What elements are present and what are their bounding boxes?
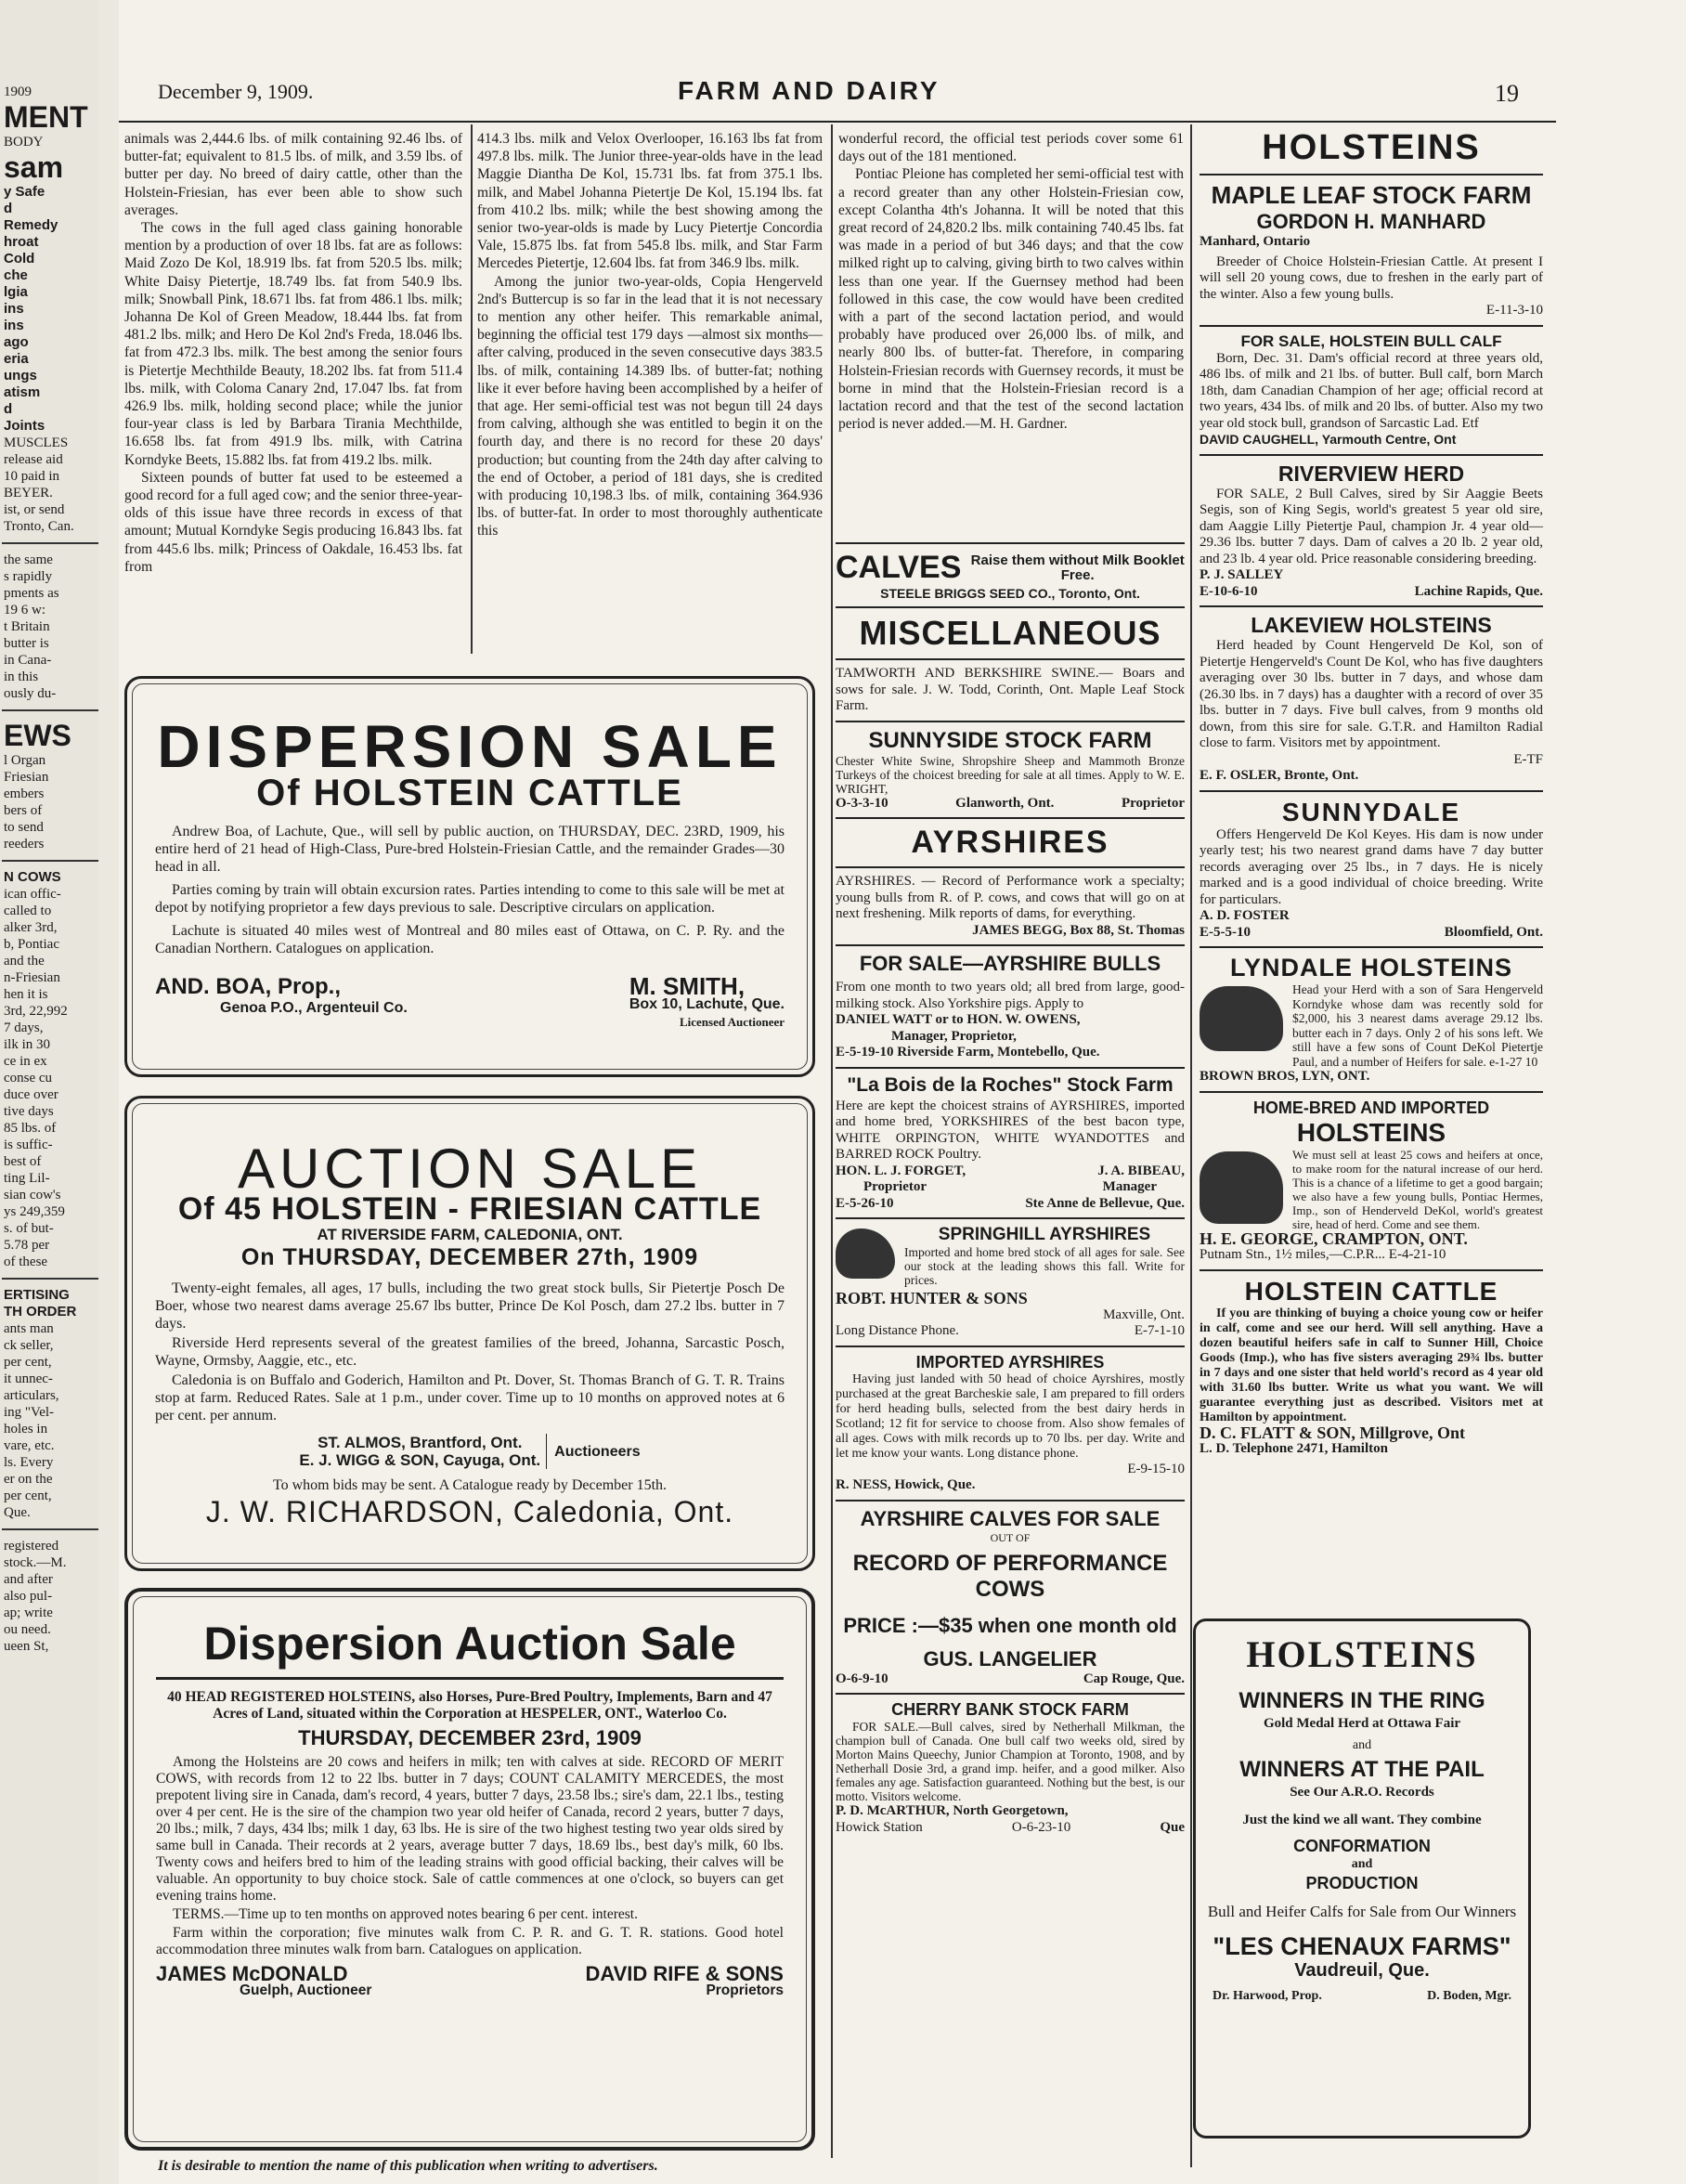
- dispersion-sale-ad: [124, 676, 815, 1077]
- ad-title: Dispersion Auction Sale: [156, 1616, 784, 1680]
- lyndale-body: Head your Herd with a son of Sara Hengerveld Korndyke whose dam was recently sold for $2,000, his 3 nearest dams average 29.12 lbs. butter each in 7 days. Only 2 of his sons left. We still have a few sons of Count DeKol Pietertje Paul, and a number of Heifers for sale. e-1-27 10: [1292, 982, 1543, 1069]
- cow-illustration-icon: [1200, 986, 1283, 1051]
- article-paragraph: wonderful record, the official test periods cover some 61 days out of the 181 mentioned.: [838, 131, 1184, 165]
- margin-fragment: ungs: [4, 368, 37, 384]
- bull-calf-heading: FOR SALE, HOLSTEIN BULL CALF: [1240, 332, 1502, 350]
- rule: [836, 606, 1185, 608]
- margin-fragment: ilk in 30: [4, 1037, 51, 1052]
- rule: [1200, 325, 1543, 327]
- rule: [836, 817, 1185, 819]
- margin-fragment: Que.: [4, 1505, 31, 1520]
- springhill-address: Maxville, Ont.: [1103, 1306, 1185, 1322]
- rule: [836, 721, 1185, 722]
- riverview-heading: RIVERVIEW HERD: [1277, 461, 1465, 486]
- rule: [836, 1500, 1185, 1502]
- ayrshire-bulls-heading: FOR SALE—AYRSHIRE BULLS: [859, 952, 1161, 975]
- maple-address: Manhard, Ontario: [1200, 234, 1311, 249]
- sale-location: AT RIVERSIDE FARM, CALEDONIA, ONT.: [317, 1226, 623, 1243]
- farm-name: "LES CHENAUX FARMS": [1213, 1932, 1511, 1960]
- margin-fragment: eria: [4, 351, 29, 367]
- springhill-sig: ROBT. HUNTER & SONS: [836, 1289, 1028, 1307]
- auction-sale-ad: [124, 1096, 815, 1571]
- article-paragraph: animals was 2,444.6 lbs. of milk containing 92.46 lbs. of butter-fat; equivalent to 81.5 lbs. of milk, and 3.59 lbs. of butter per day. No breed of dairy cattle, other than the Holstein-Friesian, has ever been able to show such averages.: [124, 131, 462, 218]
- lyndale-heading: LYNDALE HOLSTEINS: [1229, 954, 1513, 982]
- sale-date: On THURSDAY, DECEMBER 27th, 1909: [240, 1244, 699, 1270]
- tamworth-ad: TAMWORTH AND BERKSHIRE SWINE.— Boars and sows for sale. J. W. Todd, Corinth, Ont. Maple Leaf Stock Farm.: [836, 666, 1185, 713]
- farm-mgr: D. Boden, Mgr.: [1427, 1989, 1511, 2003]
- rule: [836, 658, 1185, 660]
- rule: [836, 542, 1185, 544]
- margin-fragment: d: [4, 201, 13, 216]
- margin-fragment: release aid: [4, 452, 63, 467]
- bois-sig-1: HON. L. J. FORGET,: [836, 1163, 966, 1178]
- calves-sale-sig: GUS. LANGELIER: [923, 1646, 1097, 1670]
- misc-heading: MISCELLANEOUS: [859, 614, 1161, 652]
- margin-fragment: 7 days,: [4, 1020, 44, 1035]
- ad-body: Parties coming by train will obtain excursion rates. Parties intending to come to this sale will be met at depot by notifying proprietor a few days previous to sale. Descriptive circulars on application.: [155, 882, 785, 916]
- article-paragraph: Sixteen pounds of butter fat used to be esteemed a good record for a full aged cow; and the senior three-year-olds of this issue have three records in excess of that amount; Mutual Korndyke Segis producing 16.843 lbs. fat from 445.6 lbs. milk; Princess of Oakdale, 16.453 lbs. fat from: [124, 469, 462, 575]
- calves-sale-price: PRICE :—$35 when one month old: [843, 1613, 1177, 1637]
- cow-illustration-icon: [1200, 1151, 1283, 1224]
- calves-sale-heading: AYRSHIRE CALVES FOR SALE: [860, 1506, 1161, 1530]
- lakeview-code: E-TF: [1513, 751, 1543, 767]
- column-rule: [1190, 124, 1192, 2167]
- bull-calf-sig: DAVID CAUGHELL, Yarmouth Centre, Ont: [1200, 432, 1457, 447]
- margin-fragment: also pul-: [4, 1589, 53, 1604]
- right-classifieds: [1200, 128, 1543, 1458]
- margin-fragment: ls. Every: [4, 1455, 54, 1470]
- article-paragraph: Among the junior two-year-olds, Copia Hengerveld 2nd's Buttercup is so far in the lead that it is not necessary to mention any other heifer. This remarkable animal, beginning the official test 179 days —almost six months—after calving, produced in the seven consecutive days 383.5 lbs. of milk, containing 14.389 lbs. of butter-fat; nothing like it ever before having been accomplished by a heifer of that age. Her semi-official test was not begun till 24 days from calving, although she was entitled to begin it on the fourth day, and there is no record for these 20 days' production; but counting from the 24th day after calving to the end of October, a period of 181 days, she is credited with producing 10,198.3 lbs. of milk, containing 364.936 lbs. of butter-fat. In order to most thoroughly authenticate this: [477, 273, 823, 540]
- margin-fragment: ago: [4, 334, 29, 350]
- article-column-3: [838, 130, 1184, 433]
- ad-title: DISPERSION SALE: [157, 713, 783, 780]
- page-header: [158, 76, 1550, 117]
- ad-body: Farm within the corporation; five minutes walk from C. P. R. and G. T. R. stations. Good hotel accommodation three minutes walk from barn. Catalogues on application.: [156, 1925, 784, 1957]
- bois-role-2: Manager: [1102, 1179, 1157, 1194]
- column-rule: [831, 124, 833, 2158]
- bois-code: E-5-26-10: [836, 1195, 894, 1211]
- margin-fragment: tive days: [4, 1104, 54, 1119]
- rule: [1200, 946, 1543, 948]
- margin-fragment: Friesian: [4, 770, 49, 785]
- margin-fragment: 19 6 w:: [4, 603, 45, 618]
- ad-body: Among the Holsteins are 20 cows and heifers in milk; ten with calves at side. RECORD OF MERIT COWS, with records from 12 to 22 lbs. butter in 7 days; COUNT CALAMITY MERCEDES, the most prepotent living sire in Canada, dam's record, 4 years, butter 7 days, 23.58 lbs.; sire's dam, 22.1 lbs., testing over 4 per cent. He is the sire of the champion two year old heifer of Canada, record 2 years, butter 7 days, 20 lbs.; milk, 7 days, 434 lbs; milk 1 day, 63 lbs. He is sire of the two highest testing two year olds sired by same bull in Canada. Their records at 2 years, average butter 7 days, 18.69 lbs., best day's milk, 60 lbs. Twenty cows and heifers bred to him of the leading strains with good official backing, their calves will be valuable. An opportunity to buy choice stock. Sale of cattle commences at one o'clock, so buyers can get evening trains home.: [156, 1754, 784, 1904]
- header-rule: [119, 121, 1556, 123]
- margin-fragment: in Cana-: [4, 653, 52, 668]
- cherry-body: FOR SALE.—Bull calves, sired by Netherhall Milkman, the champion bull of Canada. One bull calf two weeks old, sired by Morton Mains Queechy, Junior Champion at Toronto, 1908, and by Netherhall Dosie 3rd, a grand imp. heifer, and a good milker. Also females any age. Satisfaction guaranteed. Nothing but the best, is our motto. Visitors welcome.: [836, 1720, 1185, 1803]
- ayrshire-bulls-code: E-5-19-10 Riverside Farm, Montebello, Que.: [836, 1045, 1100, 1060]
- proprietor-name: AND. BOA, Prop.,: [155, 974, 342, 999]
- article-paragraph: 414.3 lbs. milk and Velox Overlooper, 16.163 lbs fat from 497.8 lbs. milk. The Junior three-year-olds have in the lead Maggie Diantha De Kol, 15.731 lbs. fat from 375.1 lbs. milk, and Mabel Johanna Pietertje De Kol, 15.194 lbs. fat from 410.2 lbs. milk; while the best showing among the senior two-year-olds is made by Lucy Pietertje Concordia Vale, 15.875 lbs. fat from 545.8 lbs. milk, and Star Farm Mercedes Pietertje, 12.604 lbs. fat from 346.9 lbs. milk.: [477, 131, 823, 272]
- rule: [1200, 1091, 1543, 1093]
- margin-fragment: in this: [4, 670, 39, 684]
- ayrshires-sig: JAMES BEGG, Box 88, St. Thomas: [972, 922, 1185, 938]
- margin-fragment: ants man: [4, 1321, 54, 1336]
- lakeview-heading: LAKEVIEW HOLSTEINS: [1251, 613, 1492, 637]
- margin-fragment: l Organ: [4, 753, 46, 768]
- bois-heading: "La Bois de la Roches" Stock Farm: [847, 1073, 1174, 1096]
- margin-fragment: ins: [4, 318, 24, 333]
- margin-fragment: embers: [4, 786, 45, 801]
- ad-code: O-3-3-10: [836, 795, 888, 811]
- rule: [1200, 790, 1543, 792]
- bull-calf-body: Born, Dec. 31. Dam's official record at three years old, 486 lbs. of milk and 21 lbs. of butter. Bull calf, born March 18th, dam Canadian Champion of her age; official record at two years, 434 lbs. of milk and 20 lbs. of butter. Also my two year old stock bull, grandson of Sarcastic Lad. Etf: [1200, 350, 1543, 431]
- margin-fragment: [2, 860, 98, 862]
- margin-fragment: Cold: [4, 251, 35, 266]
- homebred-sig: H. E. GEORGE, CRAMPTON, ONT.: [1200, 1228, 1468, 1248]
- bois-sig-2: J. A. BIBEAU,: [1097, 1163, 1185, 1178]
- article-column-1: [124, 130, 462, 576]
- ad-body: Lachute is situated 40 miles west of Montreal and 80 miles east of Ottawa, on C. P. Ry. and the Canadian Northern. Catalogues on application.: [155, 923, 785, 956]
- margin-fragment: t Britain: [4, 619, 50, 634]
- margin-fragment: ERTISING: [4, 1287, 70, 1303]
- ayrshires-heading: AYRSHIRES: [911, 825, 1109, 860]
- margin-fragment: stock.—M.: [4, 1555, 67, 1570]
- margin-fragment: s rapidly: [4, 569, 53, 584]
- masthead-title: FARM AND DAIRY: [678, 76, 940, 105]
- ad-subtitle: Of HOLSTEIN CATTLE: [256, 773, 683, 813]
- issue-date: December 9, 1909.: [158, 80, 314, 103]
- ad-body: Andrew Boa, of Lachute, Que., will sell by public auction, on THURSDAY, DEC. 23RD, 1909, his entire herd of 21 head of High-Class, Pure-bred Holstein-Friesian Cattle, and the remainder Grades—30 head in all.: [155, 824, 785, 875]
- margin-fragment: the same: [4, 552, 53, 567]
- imported-heading: IMPORTED AYRSHIRES: [915, 1352, 1105, 1372]
- margin-fragment: conse cu: [4, 1071, 53, 1086]
- margin-fragment: butter is: [4, 636, 49, 651]
- margin-fragment: ing "Vel-: [4, 1405, 55, 1420]
- page-number: 19: [1495, 80, 1519, 107]
- dispersion-auction-ad: [124, 1588, 815, 2151]
- rule: [836, 1693, 1185, 1695]
- maple-body: Breeder of Choice Holstein-Friesian Cattle. At present I will sell 20 young cows, due to freshen in the early part of the winter. Also a few young bulls.: [1200, 254, 1543, 302]
- ad-address: Glanworth, Ont.: [955, 795, 1055, 811]
- springhill-code: E-7-1-10: [1134, 1323, 1185, 1338]
- ring-winners: WINNERS IN THE RING: [1239, 1688, 1485, 1713]
- calves-tagline: Raise them without Milk Booklet Free.: [970, 552, 1185, 583]
- margin-fragment: Tronto, Can.: [4, 519, 74, 534]
- bois-role-1: Proprietor: [863, 1179, 927, 1194]
- margin-fragment: BEYER.: [4, 486, 53, 500]
- ad-owner: J. W. RICHARDSON, Caledonia, Ont.: [205, 1495, 734, 1528]
- holsteins-heading: HOLSTEINS: [1262, 128, 1481, 167]
- margin-fragment: to send: [4, 820, 44, 835]
- advertiser-notice: It is desirable to mention the name of this publication when writing to advertisers.: [158, 2158, 658, 2174]
- margin-fragment: 10 paid in: [4, 469, 59, 484]
- cherry-station: Howick Station: [836, 1819, 923, 1835]
- auctioneer-2: E. J. WIGG & SON, Cayuga, Ont.: [299, 1451, 541, 1469]
- margin-fragment: Joints: [4, 418, 45, 434]
- margin-fragment: BODY: [4, 135, 44, 150]
- margin-fragment: ou need.: [4, 1622, 51, 1637]
- margin-fragment: [2, 1528, 98, 1530]
- cherry-que: Que: [1160, 1819, 1185, 1835]
- farm-prop: Dr. Harwood, Prop.: [1213, 1989, 1322, 2003]
- margin-fragment: y Safe: [4, 184, 45, 200]
- margin-fragment: er on the: [4, 1472, 53, 1487]
- margin-fragment: vare, etc.: [4, 1438, 55, 1453]
- homebred-address: Putnam Stn., 1½ miles,—C.P.R... E-4-21-10: [1200, 1247, 1446, 1262]
- holstein-cattle-heading: HOLSTEIN CATTLE: [1244, 1276, 1498, 1306]
- calves-ad: [836, 550, 1185, 586]
- margin-fragment: sam: [4, 150, 64, 184]
- margin-fragment: 1909: [4, 84, 32, 99]
- imported-sig: R. NESS, Howick, Que.: [836, 1477, 976, 1492]
- combine-text: Just the kind we all want. They combine: [1242, 1813, 1482, 1827]
- margin-fragment: 85 lbs. of: [4, 1121, 57, 1136]
- imported-code: E-9-15-10: [1127, 1461, 1185, 1476]
- ad-body: Twenty-eight females, all ages, 17 bulls, including the two great stock bulls, Sir Pietertje Posch De Boer, whose two nearest dams average 25.67 lbs butter, Prince De Kol Posch, dam 27.2 lbs. butter in 7 days.: [155, 1280, 785, 1332]
- margin-fragment: registered: [4, 1539, 59, 1554]
- auctioneer-role: Licensed Auctioneer: [679, 1015, 785, 1029]
- margin-fragment: ting Lil-: [4, 1171, 50, 1186]
- calves-company: STEELE BRIGGS SEED CO., Toronto, Ont.: [880, 586, 1140, 601]
- ad-body: Caledonia is on Buffalo and Goderich, Hamilton and Pt. Dover, St. Thomas Branch of G. T. R. Trains stop at farm. Reduced Rates. Sale at 1 p.m., under cover. Time up to 10 months on approved notes at 6 per cent. per annum.: [155, 1372, 785, 1424]
- margin-fragment: per cent,: [4, 1488, 52, 1503]
- margin-fragment: ist, or send: [4, 502, 65, 517]
- ayrshire-bulls-sig: DANIEL WATT or to HON. W. OWENS,: [836, 1012, 1081, 1027]
- springhill-body: Imported and home bred stock of all ages for sale. See our stock at the leading shows this fall. Write for prices.: [904, 1245, 1185, 1287]
- margin-fragment: MENT: [4, 100, 88, 134]
- margin-fragment: reeders: [4, 837, 45, 852]
- farm-address: Vaudreuil, Que.: [1294, 1960, 1430, 1981]
- lakeview-body: Herd headed by Count Hengerveld De Kol, son of Pietertje Hengerveld's Count De Kol, who has five daughters averaging over 30 lbs. butter in 7 days, and whose dam (26.30 lbs. in 7 days) has a daughter with a record of over 35 lbs. butter in 7 days. Five bull calves, from 9 months old down, from this sire for sale. G.T.R. and Hamilton Radial close to farm. Visitors met by appointment.: [1200, 638, 1543, 750]
- margin-fragment: d: [4, 401, 13, 417]
- holstein-cattle-body: If you are thinking of buying a choice young cow or heifer in calf, come and see our herd. Will sell anything. Have a dozen beautiful heifers safe in calf to Sunner Hill, Choice Goods (Imp.), who has five sisters averaging 29¾ lbs. butter in 7 days and one sister that held world's record as 4 year old with 31.60 lbs butter. Write us what you want. We will guarantee everything just as described. Visitors met at Hamilton by appointment.: [1200, 1306, 1543, 1424]
- sunnydale-body: Offers Hengerveld De Kol Keyes. His dam is now under yearly test; his two nearest grand dams have 7 day butter records averaging over 25 lbs., in 7 days. He is nicely marked and is a good individual of choice breeding. Write for particulars.: [1200, 826, 1543, 907]
- margin-fragment: TH ORDER: [4, 1304, 77, 1320]
- margin-fragment: ously du-: [4, 686, 57, 701]
- auctioneer-name: JAMES McDONALD: [156, 1962, 348, 1985]
- and-text-2: and: [1351, 1857, 1373, 1871]
- sunnydale-sig: A. D. FOSTER: [1200, 908, 1290, 923]
- rule: [836, 1067, 1185, 1069]
- auctioneer-name: M. SMITH,: [629, 972, 746, 1000]
- bids-note: To whom bids may be sent. A Catalogue ready by December 15th.: [272, 1477, 668, 1493]
- margin-fragment: [2, 709, 98, 711]
- riverview-address: Lachine Rapids, Que.: [1414, 583, 1543, 599]
- rule: [1200, 174, 1543, 176]
- article-column-2: [477, 130, 823, 540]
- ayrshire-bulls-roles: Manager, Proprietor,: [891, 1028, 1017, 1044]
- conformation: CONFORMATION: [1293, 1837, 1431, 1855]
- riverview-code: E-10-6-10: [1200, 583, 1258, 599]
- cherry-code: O-6-23-10: [1011, 1819, 1071, 1835]
- maple-owner: GORDON H. MANHARD: [1256, 210, 1486, 233]
- ad-body: TERMS.—Time up to ten months on approved notes bearing 6 per cent. interest.: [173, 1906, 638, 1922]
- article-paragraph: The cows in the full aged class gaining honorable mention by a production of over 18 lbs. fat are as follows: Maid Zozo De Kol, 18.919 lbs. fat from 520.5 lbs. milk; White Daisy Pietertje, 18.749 lbs. fat from 540.9 lbs. milk; Snowball Pink, 18.671 lbs. fat from 486.1 lbs. milk; Johanna De Kol of Green Meadow, 18.444 lbs. fat from 481.2 lbs. milk; and Hero De Kol 2nd's Freda, 18.046 lbs. fat from 472.3 lbs. milk. The best among the senior fours is Pietertje Mechthilde Beauty, 18.202 lbs. fat from 511.4 lbs. milk, with Coloma Canary 2nd, 17.047 lbs. fat from 426.9 lbs. milk, holding second place; while the junior four-year class is led by Barbara Tirania Mechthilde, 16.658 lbs. fat from 491.9 lbs. milk, with Catrina Korndyke Beets, 15.882 lbs. fat from 419.2 lbs. milk.: [124, 220, 462, 468]
- adjoining-page-margin: [0, 0, 98, 2184]
- bois-body: Here are kept the choicest strains of AYRSHIRES, imported and home bred, YORKSHIRES of the best bacon type, WHITE ORPINGTON, WHITE WYANDOTTES and BARRED ROCK Poultry.: [836, 1098, 1185, 1162]
- margin-fragment: ap; write: [4, 1606, 53, 1620]
- ayrshire-bulls-body: From one month to two years old; all bred from large, good-milking stock. Also Yorkshire pigs. Apply to: [836, 980, 1185, 1011]
- middle-classifieds: [836, 537, 1185, 1836]
- auctioneer-1: ST. ALMOS, Brantford, Ont.: [318, 1434, 523, 1451]
- margin-fragment: ys 249,359: [4, 1204, 65, 1219]
- ayrshires-body: AYRSHIRES. — Record of Performance work a specialty; young bulls from R. of P. cows, and cows that will go on at next freshening. Milk reports of dams, for everything.: [836, 874, 1185, 921]
- margin-fragment: of these: [4, 1254, 48, 1269]
- springhill-heading: SPRINGHILL AYRSHIRES: [938, 1225, 1151, 1244]
- margin-fragment: ins: [4, 301, 24, 317]
- and-text: and: [1352, 1738, 1372, 1752]
- margin-fragment: and the: [4, 954, 45, 968]
- maple-heading: MAPLE LEAF STOCK FARM: [1211, 181, 1532, 209]
- margin-fragment: atism: [4, 384, 41, 400]
- margin-fragment: Remedy: [4, 217, 58, 233]
- margin-fragment: articulars,: [4, 1388, 59, 1403]
- riverview-sig: P. J. SALLEY: [1200, 567, 1284, 582]
- pail-winners: WINNERS AT THE PAIL: [1239, 1757, 1485, 1782]
- margin-fragment: pments as: [4, 586, 59, 601]
- rule: [1200, 454, 1543, 456]
- rule: [836, 1217, 1185, 1219]
- sale-date: THURSDAY, DECEMBER 23rd, 1909: [298, 1726, 642, 1749]
- homebred-body: We must sell at least 25 cows and heifers at once, to make room for the natural increase of our herd. This is a chance of a lifetime to get a good bargain; we also have a few young bulls, Pontiac Hermes, Imp., son of Henderveld DeKol, world's greatest sire, head of herd. Come and see them.: [1292, 1147, 1543, 1231]
- ad-role: Proprietor: [1121, 795, 1185, 811]
- margin-fragment: best of: [4, 1154, 42, 1169]
- margin-fragment: hen it is: [4, 987, 48, 1002]
- margin-fragment: ueen St,: [4, 1639, 49, 1654]
- rule: [1200, 1269, 1543, 1271]
- sunnyside-heading: SUNNYSIDE STOCK FARM: [868, 727, 1152, 753]
- rule: [836, 944, 1185, 946]
- margin-fragment: s. of but-: [4, 1221, 54, 1236]
- auctioneer-address: Box 10, Lachute, Que.: [629, 996, 785, 1012]
- calves-sale-out: OUT OF: [990, 1530, 1031, 1544]
- margin-fragment: sian cow's: [4, 1188, 61, 1202]
- margin-fragment: and after: [4, 1572, 53, 1587]
- margin-fragment: holes in: [4, 1422, 48, 1436]
- margin-fragment: alker 3rd,: [4, 920, 58, 935]
- margin-fragment: [2, 542, 98, 544]
- cherry-sig: P. D. McARTHUR, North Georgetown,: [836, 1803, 1069, 1818]
- maple-code: E-11-3-10: [1485, 303, 1543, 318]
- sunnydale-heading: SUNNYDALE: [1281, 797, 1461, 826]
- calves-sale-address: Cap Rouge, Que.: [1083, 1670, 1185, 1686]
- homebred-heading-2: HOLSTEINS: [1296, 1117, 1446, 1147]
- margin-fragment: duce over: [4, 1087, 58, 1102]
- margin-fragment: ican offic-: [4, 887, 61, 902]
- homebred-heading: HOME-BRED AND IMPORTED: [1252, 1098, 1490, 1117]
- production: PRODUCTION: [1305, 1874, 1419, 1892]
- rule: [836, 1346, 1185, 1347]
- margin-fragment: che: [4, 267, 28, 283]
- margin-fragment: MUSCLES: [4, 436, 69, 450]
- cherry-heading: CHERRY BANK STOCK FARM: [891, 1700, 1129, 1719]
- calves-sale-record: RECORD OF PERFORMANCE COWS: [852, 1550, 1168, 1602]
- gold-medal: Gold Medal Herd at Ottawa Fair: [1263, 1716, 1461, 1731]
- auctioneers-label: Auctioneers: [554, 1443, 641, 1460]
- auctioneer-role: Guelph, Auctioneer: [240, 1982, 372, 1998]
- margin-fragment: is suffic-: [4, 1138, 53, 1152]
- bois-address: Ste Anne de Bellevue, Que.: [1025, 1195, 1185, 1211]
- margin-fragment: bers of: [4, 803, 43, 818]
- column-rule: [471, 124, 473, 654]
- ad-title: HOLSTEINS: [1246, 1633, 1478, 1675]
- margin-fragment: N COWS: [4, 869, 61, 885]
- lakeview-sig: E. F. OSLER, Bronte, Ont.: [1200, 768, 1359, 783]
- margin-fragment: b, Pontiac: [4, 937, 59, 952]
- proprietor-address: Genoa P.O., Argenteuil Co.: [220, 1000, 408, 1016]
- calves-sale-code: O-6-9-10: [836, 1670, 888, 1686]
- ad-body: Riverside Herd represents several of the greatest families of the breed, Johanna, Sarcastic Posch, Wayne, Ormsby, Aaggie, etc., etc.: [155, 1335, 785, 1369]
- ad-lead: 40 HEAD REGISTERED HOLSTEINS, also Horses, Pure-Bred Poultry, Implements, Barn and 47 Acres of Land, situated within the Corporation at HESPELER, ONT., Waterloo Co.: [167, 1689, 772, 1722]
- les-chenaux-ad: [1193, 1618, 1531, 2138]
- proprietor-name: DAVID RIFE & SONS: [585, 1962, 784, 1985]
- margin-fragment: EWS: [4, 719, 71, 752]
- imported-body: Having just landed with 50 head of choice Ayrshires, mostly purchased at the great Barcheskie sale, I am prepared to fill orders for herd heading bulls, selected from the best dairy herds in Scotland; 12 fit for service to choose from. Also show females of all ages. Cows with milk records up to 70 lbs. per day. Write and let me know your wants. Long distance phone.: [836, 1372, 1185, 1461]
- margin-fragment: 3rd, 22,992: [4, 1004, 68, 1019]
- margin-fragment: 5.78 per: [4, 1238, 50, 1253]
- margin-fragment: it unnec-: [4, 1372, 53, 1386]
- holstein-cattle-phone: L. D. Telephone 2471, Hamilton: [1200, 1441, 1388, 1456]
- margin-fragment: ck seller,: [4, 1338, 54, 1353]
- margin-fragment: per cent,: [4, 1355, 52, 1370]
- ad-subtitle: Of 45 HOLSTEIN - FRIESIAN CATTLE: [177, 1191, 762, 1227]
- lyndale-sig: BROWN BROS, LYN, ONT.: [1200, 1069, 1370, 1084]
- calfs-for-sale: Bull and Heifer Calfs for Sale from Our Winners: [1207, 1903, 1517, 1920]
- margin-fragment: ce in ex: [4, 1054, 47, 1069]
- springhill-phone: Long Distance Phone.: [836, 1323, 959, 1338]
- margin-fragment: n-Friesian: [4, 970, 60, 985]
- rule: [1200, 605, 1543, 607]
- holstein-cattle-sig: D. C. FLATT & SON, Millgrove, Ont: [1200, 1423, 1466, 1442]
- margin-fragment: lgia: [4, 284, 28, 300]
- sunnyside-body: Chester White Swine, Shropshire Sheep and Mammoth Bronze Turkeys of the choicest breeding for sale at all times. Apply to W. E. WRIGHT,: [836, 753, 1185, 796]
- proprietor-role: Proprietors: [706, 1982, 784, 1998]
- riverview-body: FOR SALE, 2 Bull Calves, sired by Sir Aaggie Beets Segis, son of King Segis, world's greatest 5 year old sire, dam Aaggie Lilly Pietertje Paul, champion Jr. 4 year old—29.36 lbs. butter 7 days. Dam of calves a 20 lb. 2 year old, and 23 lb. 4 year old. Price reasonable considering breeding.: [1200, 486, 1543, 566]
- calves-heading: CALVES: [836, 550, 962, 585]
- sunnydale-code: E-5-5-10: [1200, 924, 1251, 940]
- ad-title: AUCTION SALE: [237, 1138, 703, 1200]
- aro-records: See Our A.R.O. Records: [1290, 1785, 1434, 1800]
- rule: [836, 866, 1185, 868]
- margin-fragment: called to: [4, 904, 52, 918]
- article-paragraph: Pontiac Pleione has completed her semi-official test with a record greater than any other Holstein-Friesian cow, except Colantha 4th's Johanna. It will be noted that this great record of 24,820.2 lbs. milk containing 740.45 lbs. fat was made in a period of but 346 days; and that the cow milked right up to calving, giving birth to two calves within less than one year. If the Guernsey method had been followed in this case, the cow would have been credited with a part of the second lactation period, and would probably have produced over 26,000 lbs. of milk, and nearly 800 lbs. of butter-fat. Therefore, in comparing Holstein-Friesian records with Guernsey records, it must be borne in mind that the Holstein-Friesian record is a lactation record and that the test of the second lactation period is never added.—M. H. Gardner.: [838, 166, 1184, 433]
- sunnydale-address: Bloomfield, Ont.: [1444, 924, 1543, 940]
- margin-fragment: [2, 1278, 98, 1280]
- margin-fragment: hroat: [4, 234, 39, 250]
